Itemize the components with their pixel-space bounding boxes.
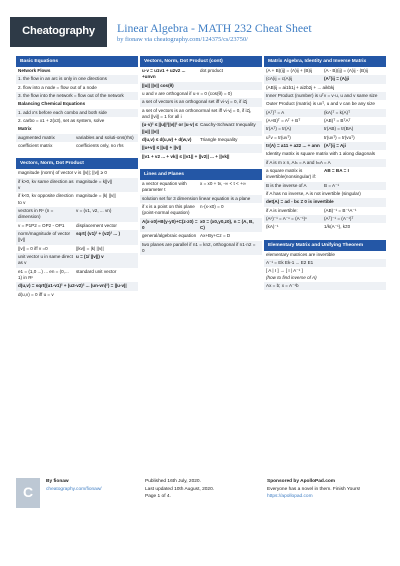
table-row [264, 109, 386, 117]
byline-link[interactable]: by fionaw via cheatography.com/124375/cs/23750/ [117, 36, 248, 43]
table-row [16, 268, 138, 283]
table-cell: (Aᵀ)ij = (A)ji [324, 76, 350, 82]
section-vectors-cont [140, 56, 262, 161]
table-cell: (Aᵀ)⁻¹ = (A⁻¹)ᵀ [324, 215, 354, 221]
table-cell: tr(Aᵀ) = tr(A) [266, 126, 292, 132]
table-row [140, 203, 262, 218]
table-row [16, 230, 138, 245]
table-row [264, 142, 386, 150]
section-lines-planes [140, 169, 262, 255]
table-cell: (A+B)ᵀ = Aᵀ + Bᵀ [266, 117, 301, 123]
table-cell: ||v1 + v2 ... + vk|| ≤ ||v1|| + ||v2|| ... + ||vk|| [142, 153, 230, 159]
table-row [264, 67, 386, 75]
list-item: elementary matrices are invertible [266, 251, 335, 257]
table-cell: vectors in Rⁿ (n = dimension) [18, 207, 54, 220]
table-cell: if x is a point on this plane (point-normal equation) [142, 203, 195, 216]
table-cell: v = P1P2 = OP2 - OP1 [18, 222, 65, 228]
updated-date: Last updated 10th August, 2020. [145, 486, 215, 492]
table-cell: (Aⁿ)⁻¹ = A⁻ⁿ = (A⁻¹)ⁿ [266, 215, 307, 221]
list-item: (how to find inverse of A) [266, 274, 317, 280]
table-cell: (AB)ij = ai1b1j + ai2b2j + ... aikbkj [266, 84, 335, 90]
table-row [140, 136, 262, 144]
table-row [264, 117, 386, 125]
table-cell: AB = BA = I [324, 167, 349, 173]
table-row [140, 195, 262, 203]
table-cell: a square matrix is invertible(nonsingular) if: [266, 167, 317, 180]
table-cell: (Aᵀ)ij = Aji [324, 142, 346, 148]
section-header: Lines and Planes [140, 169, 262, 180]
table-cell: Identity matrix is square matrix with 1 along diagonals [266, 151, 376, 157]
table-cell: (A + B)(ij) = (A)ij + (B)ij [266, 68, 313, 73]
table-cell: magnitude (norm) of vector v is ||v||; ||v|| ≥ 0 [18, 170, 107, 176]
table-cell: general/algebraic equation [142, 233, 197, 239]
section-header: Vectors, Norm, Dot Product (cont) [140, 56, 262, 67]
table-cell: u = (1/ ||v||) v [76, 253, 104, 259]
table-row [140, 180, 262, 195]
cheatography-logo[interactable]: Cheatography [10, 17, 107, 47]
table-row [264, 190, 386, 198]
table-cell: B = A⁻¹ [324, 182, 340, 188]
table-cell: Inner Product (number) is uᵀv = v·u, u and v same size [266, 92, 378, 98]
table-cell: n·(x-x0) = 0 [200, 203, 224, 209]
table-cell: d(u,v) = sqrt((u1-v1)² + (u2-v2)² ... (un-vn)²) = ||u-v|| [18, 283, 127, 289]
table-cell: d(u,v) ≤ d(u,w) + d(w,v) [142, 136, 192, 142]
table-cell: coefficient matrix [18, 142, 53, 148]
table-cell: displacement vector [76, 222, 117, 228]
table-cell: (A - B)(ij) = (A)ij - (B)ij [324, 68, 368, 73]
table-cell: a set of vectors is an orthonormal set iff vi·vj = 0, if i≠j, and ||vi|| = 1 for all i [142, 107, 252, 119]
table-row [140, 98, 262, 106]
table-cell: v = (v1, v2, ... vn) [76, 207, 112, 213]
table-cell: variables and soluti-ons(rhs) [76, 134, 134, 140]
section-matrix-algebra [264, 56, 386, 232]
table-cell: if A is m x n, AIₙ = A and IₘA = A [266, 159, 331, 165]
table-cell: u and v are orthogonal if u·v = 0 (cos(θ) = 0) [142, 90, 232, 96]
page-title: Linear Algebra - MATH 232 Cheat Sheet [117, 21, 312, 35]
table-row [16, 253, 138, 268]
table-cell: (kA)ᵀ = k(A)ᵀ [324, 109, 351, 115]
table-row [264, 92, 386, 100]
table-row [140, 107, 262, 122]
table-cell: a vector equation with parameter t [142, 180, 187, 193]
list-item: 2. flow into a node = flow out of a node [18, 84, 97, 90]
table-row [140, 153, 262, 161]
table-row [140, 82, 262, 90]
table-row [140, 144, 262, 152]
footer [0, 468, 400, 566]
table-cell: det(A) = ad - bc ≠ 0 is invertible [266, 199, 334, 205]
author-info [46, 478, 102, 493]
table-row [140, 218, 262, 233]
page-number: Page 1 of 4. [145, 494, 171, 500]
table-cell: coefficients only, no rhs [76, 142, 124, 148]
table-cell: Cauchy-Schwarz Inequality [200, 122, 256, 128]
list-item: A⁻¹ = Ek Ek-1 ... E2 E1 [264, 259, 386, 267]
section-header: Elementary Matrix and Unifying Theorem [264, 240, 386, 251]
table-row [16, 222, 138, 230]
table-cell: Ax+By+Cz = D [200, 233, 231, 239]
table-cell: if k<0, kv opposite direction to v [18, 193, 74, 205]
table-cell: Triangle Inequality [200, 136, 238, 142]
table-row [264, 159, 386, 167]
sponsor-link[interactable]: https://apollopad.com [267, 494, 313, 500]
author-label: By fionaw [46, 479, 69, 484]
table-row [140, 121, 262, 136]
table-cell: standard unit vector [76, 268, 117, 274]
table-cell: dot product [200, 68, 223, 73]
section-elementary-matrix [264, 240, 386, 291]
sponsor-text: Everyone has a novel in them. Finish Yours! [267, 486, 361, 492]
list-item: 1. the flow in an arc is only in one directions [16, 75, 138, 83]
table-cell: (cA)ij = c(A)ij [266, 76, 293, 82]
table-cell: augmented matrix [18, 134, 55, 140]
table-row [264, 134, 386, 142]
table-row [264, 84, 386, 92]
table-cell: ||v|| = 0 iff v =0 [18, 245, 48, 251]
table-row [264, 100, 386, 108]
section-vectors-norm [16, 158, 138, 299]
table-cell: 1/k(A⁻¹), k≠0 [324, 224, 351, 230]
table-row [264, 215, 386, 223]
table-row [16, 291, 138, 299]
table-cell: d(u,v) = 0 iff u = v [18, 291, 54, 297]
table-cell: if A has no inverse, A is not invertible (singular) [266, 190, 361, 196]
table-cell: tr(AB) = tr(BA) [324, 126, 354, 132]
table-cell: u·v = u1v1 + u2v2 ... +unvn [142, 68, 186, 80]
column-1 [16, 56, 138, 307]
table-row [140, 232, 262, 240]
table-cell: (u·v)² ≤ ||u||²||v||² or |u·v| ≤ ||u|| ||v|| [142, 122, 198, 134]
table-cell: magnitude = |k| ||v|| [76, 193, 116, 199]
table-cell: unit vector u in same direct as v [18, 253, 73, 266]
sponsor-label: Sponsored by ApolloPad.com [267, 479, 336, 484]
table-row [140, 90, 262, 98]
table-row [264, 75, 386, 83]
table-cell: ||u|| ||v|| cos(θ) [142, 82, 174, 88]
table-cell: (Aᵀ)ᵀ = A [266, 109, 285, 115]
table-row [264, 182, 386, 190]
table-row [264, 167, 386, 182]
table-cell: solution set for 3 dimension linear equation is a plane [142, 195, 251, 201]
table-cell: (AB)ᵀ = BᵀAᵀ [324, 117, 351, 123]
table-row [16, 245, 138, 253]
table-row [264, 150, 386, 158]
section-basic-equations [16, 56, 138, 150]
table-cell: (AB)⁻¹ = B⁻¹A⁻¹ [324, 207, 357, 213]
section-header: Vectors, Norm, Dot Product [16, 158, 138, 169]
cheatography-badge-icon: C [16, 478, 40, 508]
table-cell: x0 = (x0,y0,z0), n = (A, B, C) [200, 218, 254, 230]
table-row [16, 142, 138, 150]
table-cell: ||kv|| = |k| ||v|| [76, 245, 104, 251]
list-item: Balancing Chemical Equations [18, 101, 86, 107]
table-row [16, 169, 138, 177]
table-row [16, 134, 138, 142]
list-item: [ A | I ] → [ I | A⁻¹ ] [266, 268, 303, 274]
table-cell: magnitude = k||v|| [76, 178, 113, 184]
column-2 [140, 56, 262, 263]
table-cell: norm/magnitude of vector ||v|| [18, 230, 71, 243]
table-row [140, 241, 262, 256]
section-header: Basic Equations [16, 56, 138, 67]
list-item: 1. add x's before each combo and both side [16, 109, 138, 117]
table-row [264, 207, 386, 215]
table-cell: sqrt( (v1)² + (v2)² ... ) [76, 230, 121, 236]
column-3 [264, 56, 386, 298]
published-date: Published 16th July, 2020. [145, 479, 201, 484]
table-cell: a set of vectors is an orthogonal set iff vi·vj = 0, if i≠j [142, 99, 248, 105]
section-header: Matrix Algebra, Identity and Inverse Matrix [264, 56, 386, 67]
list-item: 2. carbo = x1 + 2(x3), set as system, solve [18, 117, 105, 123]
table-row [264, 223, 386, 231]
table-cell: A(x-x0)+B(y-y0)+C(z-z0) = 0 [142, 218, 198, 230]
list-item: Matrix [18, 126, 32, 132]
table-cell: x = x0 + tv, -∞ < t < +∞ [200, 180, 246, 186]
table-row [16, 192, 138, 207]
table-cell: tr(A) = a11 + a22 ... + ann [266, 142, 320, 148]
table-row [16, 282, 138, 290]
table-row [264, 198, 386, 206]
table-cell: B is the inverse of A [266, 182, 307, 188]
table-cell: ||u+v|| ≤ ||u|| + ||v|| [142, 145, 182, 151]
table-cell: uᵀv = tr(uvᵀ) [266, 134, 291, 140]
publish-info [145, 478, 214, 501]
table-row [16, 178, 138, 193]
table-cell: e1 = (1,0 ...) ... en = (0,... 1) in Rⁿ [18, 268, 69, 280]
table-cell: two planes are parallel if n1 = kn2, orthogonal if n1·n2 = 0 [142, 241, 256, 253]
table-row [264, 125, 386, 133]
list-item: Network Flows [18, 68, 51, 73]
table-row [16, 207, 138, 222]
author-link[interactable]: cheatography.com/fionaw/ [46, 486, 102, 492]
table-cell: Outer Product (matrix) is uvᵀ, u and v can be any size [266, 101, 375, 107]
table-cell: tr(uvᵀ) = tr(vuᵀ) [324, 134, 355, 140]
list-item: 3. the flow into the network = flow out of the network [16, 92, 138, 100]
table-cell: (kA)⁻¹ [266, 224, 279, 230]
table-row [140, 67, 262, 82]
list-item: Ax = b; x = A⁻¹b [264, 282, 386, 290]
table-cell: if k>0, kv same direction as v [18, 178, 74, 190]
table-cell: if A is invertible: [266, 207, 298, 213]
sponsor-info [267, 478, 387, 501]
